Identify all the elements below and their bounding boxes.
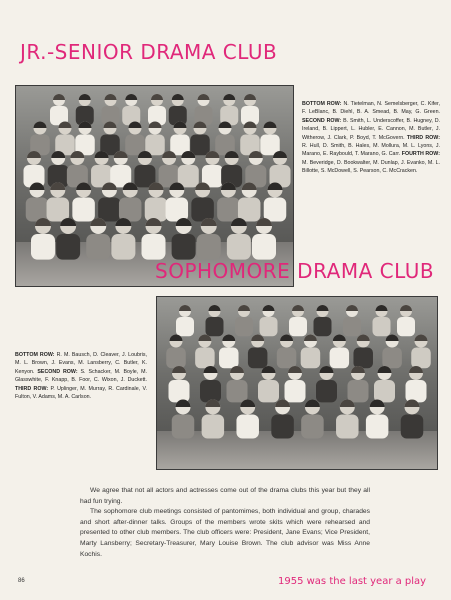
- person-body: [166, 198, 189, 222]
- person-body: [191, 198, 214, 222]
- person-body: [252, 234, 276, 260]
- person-body: [314, 317, 332, 336]
- person-hair: [34, 122, 47, 129]
- person-body: [397, 317, 415, 336]
- jr-senior-group-photo: [15, 85, 294, 287]
- person-body: [330, 348, 350, 369]
- person-body: [217, 198, 240, 222]
- person-hair: [179, 305, 191, 311]
- person-hair: [198, 94, 210, 100]
- jr-senior-drama-club-title: JR.-SENIOR DRAMA CLUB: [20, 40, 278, 64]
- person-body: [219, 348, 239, 369]
- person-body: [72, 198, 95, 222]
- caption-row-names: N. Tietelman, N. Semelsberger, C. Kifer, F. LeBlanc, B. Diehl, B. A. Smead, B. May, G. Green.: [302, 101, 440, 116]
- caption-row-label: BOTTOM ROW:: [302, 101, 342, 107]
- group-members-figures: [157, 297, 437, 469]
- caption-row-names: R. M. Bausch, D. Cleaver, J. Loubris, M. L. Brown, J. Evans, M. Lansberry, C. Butler, K. Kenyon.: [15, 352, 147, 375]
- person-body: [235, 317, 253, 336]
- person-body: [119, 198, 142, 222]
- person-hair: [280, 335, 293, 342]
- person-hair: [125, 94, 137, 100]
- club-description: [80, 486, 370, 560]
- person-body: [382, 348, 402, 369]
- person-body: [401, 415, 424, 439]
- group-members-figures: [16, 86, 293, 286]
- caption-row-names: P. Uplinger, M. Murray, R. Cardinale, V. Fulton, V. Adams, M. A. Carlson.: [15, 385, 147, 401]
- person-hair: [264, 122, 277, 129]
- person-hair: [172, 94, 184, 100]
- person-body: [264, 198, 287, 222]
- person-body: [289, 317, 307, 336]
- caption-row-label: BOTTOM ROW:: [15, 352, 55, 358]
- person-body: [374, 380, 395, 402]
- person-hair: [244, 94, 256, 100]
- person-hair: [263, 305, 275, 311]
- person-body: [47, 198, 70, 222]
- person-body: [258, 380, 279, 402]
- person-body: [172, 415, 195, 439]
- person-body: [202, 415, 225, 439]
- person-body: [56, 234, 80, 260]
- person-hair: [209, 305, 221, 311]
- person-body: [316, 380, 337, 402]
- person-body: [343, 317, 361, 336]
- person-body: [172, 234, 196, 260]
- caption-row-label: THIRD ROW:: [15, 385, 49, 392]
- person-hair: [304, 335, 317, 342]
- person-body: [206, 317, 224, 336]
- person-hair: [105, 94, 117, 100]
- person-body: [166, 348, 186, 369]
- caption-row-label: SECOND ROW:: [302, 117, 342, 124]
- person-body: [301, 415, 324, 439]
- person-body: [145, 198, 168, 222]
- footer-tagline: 1955 was the last year a play: [278, 576, 427, 587]
- person-body: [176, 317, 194, 336]
- person-hair: [151, 94, 163, 100]
- description-paragraph: The sophomore club meetings consisted of pantomimes, both individual and group, charades and short after-dinner talks. Groups of the members wrote skits which were rehearsed and presented to other club members. The club officers were: President, Jane Evans; Vice President, Marty Lansberry; Secretary-Treasurer, Mary Louise Brown. The club advisor was Miss Anne Kochis.: [80, 508, 370, 558]
- caption-row-names: R. Hull, D. Smith, B. Hales, M. Mollura, M. L. Lyons, J. Marano, E. Raybould, T. Marano, G. Carr.: [302, 143, 440, 158]
- person-body: [248, 348, 268, 369]
- person-hair: [415, 335, 428, 342]
- description-paragraph: We agree that not all actors and actresses come out of the drama clubs this year but they all had fun trying.: [80, 487, 370, 505]
- person-body: [195, 348, 215, 369]
- person-body: [236, 415, 259, 439]
- caption-row-names: B. Smith, L. Underscoffer, B. Hugney, D. Ireland, B. Lippert, L. Hubler, E. Cannon, M. Butler, J. Witherow, J. Clark, P. Boyd, T. McGovern.: [302, 117, 441, 141]
- person-hair: [222, 335, 235, 342]
- person-hair: [292, 305, 304, 311]
- person-hair: [376, 305, 388, 311]
- person-body: [301, 348, 321, 369]
- sophomore-drama-club-title: SOPHOMORE DRAMA CLUB: [155, 259, 435, 283]
- person-body: [238, 198, 261, 222]
- sophomore-group-photo: [156, 296, 438, 470]
- page-number: 86: [18, 578, 25, 584]
- person-hair: [333, 335, 346, 342]
- person-body: [348, 380, 369, 402]
- person-body: [200, 380, 221, 402]
- person-hair: [238, 305, 250, 311]
- caption-row-label: SECOND ROW:: [37, 368, 78, 375]
- person-body: [190, 135, 210, 156]
- caption-row-label: FOURTH ROW:: [401, 151, 440, 158]
- person-hair: [317, 305, 329, 311]
- jr-senior-caption: [302, 100, 440, 176]
- person-body: [277, 348, 297, 369]
- person-body: [260, 317, 278, 336]
- person-body: [169, 380, 190, 402]
- person-body: [98, 198, 121, 222]
- person-body: [366, 415, 389, 439]
- person-body: [227, 380, 248, 402]
- person-hair: [346, 305, 358, 311]
- person-body: [142, 234, 166, 260]
- person-hair: [223, 94, 235, 100]
- person-hair: [79, 94, 91, 100]
- person-hair: [53, 94, 65, 100]
- person-body: [26, 198, 49, 222]
- person-body: [111, 234, 135, 260]
- caption-row-names: M. Beveridge, D. Bookwalter, M. Dunlap, J. Evanko, M. L. Billotte, S. McDowell, S. Pearson, C. McCracken.: [302, 159, 440, 175]
- caption-row-names: S. Schacker, M. Boyle, M. Glasswhite, F. Knapp, B. Foor, C. Wixon, J. Duckett.: [15, 368, 147, 384]
- person-body: [197, 234, 221, 260]
- person-body: [406, 380, 427, 402]
- person-body: [353, 348, 373, 369]
- person-body: [271, 415, 294, 439]
- person-body: [411, 348, 431, 369]
- person-body: [86, 234, 110, 260]
- person-body: [31, 234, 55, 260]
- caption-row-label: THIRD ROW:: [406, 134, 440, 141]
- person-body: [227, 234, 251, 260]
- person-hair: [320, 366, 334, 373]
- person-hair: [400, 305, 412, 311]
- person-body: [373, 317, 391, 336]
- person-body: [336, 415, 359, 439]
- sophomore-caption: [15, 351, 147, 401]
- person-body: [285, 380, 306, 402]
